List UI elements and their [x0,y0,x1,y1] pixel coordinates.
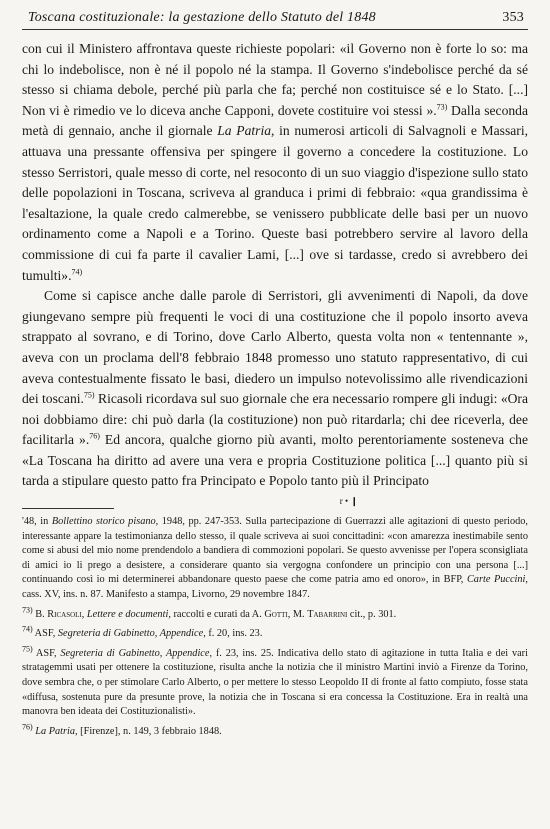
running-title: Toscana costituzionale: la gestazione dello Statuto del 1848 [28,10,376,25]
printer-marks: r • ❙ [339,496,358,507]
text-span: Come si capisce anche dalle parole di Serristori, gli avvenimenti di Napoli, da dove giungevano sempre più frequenti le voci di una costituzione che il popolo insorto aveva strappato al sovrano, e di Torino, dove Carlo Alberto, questa volta non « tentennante », aveva con un proclama dell'8 febbraio 1848 promesso uno statuto rappresentativo, di cui aveva contestualmente fissato le basi, diedero un impulso notevolissimo alle rivendicazioni dei toscani. [22,288,528,407]
text-span: , raccolti e curati da A. [168,608,265,620]
text-span: Dalla seconda metà di gennaio, anche il giornale [22,102,528,139]
footnote-divider [22,508,114,509]
text-span: '48, in [22,516,52,528]
text-span: Ricasoli ricordava sul suo giornale che era necessario rompere gli indugi: «Ora noi dobbiamo dire: chi può darla (la costituzione) non può ritardarla; chi dee riceverla, dee facilitarla ». [22,391,528,448]
text-span: , f. 20, ins. 23. [203,628,263,640]
footnote-ref-75[interactable]: 75) [83,390,95,400]
footnote-75 [22,644,528,720]
paragraph-1 [22,39,528,286]
main-text [22,39,528,492]
archive-title: Segreteria di Gabinetto, Appendice [57,628,204,640]
text-span: cit., p. 301. [347,608,397,620]
book-title: Lettere e documenti [86,608,169,620]
text-span: B. [32,608,48,620]
newspaper-title: La Patria [35,725,76,737]
footnote-76 [22,722,528,740]
footnote-ref-74[interactable]: 74) [71,267,83,276]
editor-name: Gotti [264,608,288,620]
text-span: , in numerosi articoli di Salvagnoli e Massari, attuava una pressante offensiva per spingere il governo a concedere la costituzione. Lo stesso Serristori, quale messo di corte, nel resoconto di un suo viaggio d'ispezione sullo stato delle popolazioni in Toscana, scriveva al granduca i primi di febbraio: «qua grandissima è l'esaltazione, la quale credo calmerebbe, se venissero pubblicate delle basi per un nuovo ordinamento come a Napoli e a Torino. Queste basi potrebbero servire al lavoro della commissione di cui fa parte il cavalier Lami, [...] ove si tardasse, credo si avrebbero dei tumulti». [22,123,528,283]
newspaper-title: La Patria [217,123,272,139]
text-span: ASF, [32,647,61,659]
page [22,6,528,824]
text-span: , M. [287,608,308,620]
running-header [22,6,528,30]
footnotes [22,515,528,739]
archive-title: Segreteria di Gabinetto, Appendice [60,647,210,659]
footnote-number: 74) [22,624,33,634]
footnote-number: 73) [22,605,33,615]
text-span: , [Firenze], n. 149, 3 febbraio 1848. [75,725,222,737]
page-number: 353 [502,10,524,25]
text-span: con cui il Ministero affrontava queste richieste popolari: «il Governo non è forte lo so: ma chi lo indebolisce, non è né il popolo né la stampa. Il Governo s'indebolisce perché da sé stesso si chiama debole, perché più parla che fa; perché non costituisce sé e lo Stato. [...] Non vi è rimedio ve lo diceva anche Capponi, dovete costituire voi stessi ». [22,41,528,118]
editor-name: Tabarrini [307,608,348,620]
footnote-number: 76) [22,722,33,732]
author-name: Ricasoli [47,608,82,620]
footnote-ref-76[interactable]: 76) [89,431,100,441]
footnote-number: 75) [22,644,33,654]
text-span: , f. 23, ins. 25. Indicativa dello stato di agitazione in tutta Italia e dei vari stratagemmi usati per ottenere la costituzione, risulta anche la notizia che il ministro Martini inviò a Firenze da Torino, dove sembra che, o per stimolare Carlo Alberto, o per mettere lo stesso Leopoldo II di fronte al fatto compiuto, fosse stata «diffusa, sostenuta pure da presunte prove, la notizia che in Toscana si era concessa la Costituzione. Era in realtà una manovra ben ideata dei Costituzionalisti». [22,647,528,718]
text-span: , cass. XV, ins. n. 87. Manifesto a stampa, Livorno, 29 novembre 1847. [22,574,528,601]
text-span: , [81,608,87,620]
footnote-ref-73[interactable]: 73) [436,102,448,112]
archive-title: Carte Puccini [466,574,526,586]
paragraph-2 [22,286,528,492]
footnote-73 [22,605,528,623]
text-span: , 1948, pp. 247-353. Sulla partecipazione di Guerrazzi alle agitazioni di questo periodo, interessante appare la testimonianza dello stesso, il quale scriveva ai suoi concittadini: «con amarezza inestimabile sento come si abusi del mio nome prendendolo a bandiera di commozioni popolari. Se questo avvenisse per l'opera sconsigliata di amici io li prego a desistere, a considerare quanto sia vergogna confondere un principio con una persona [...] continuando così io mi determinerei abbandonare questo paese che come patria amo ed onoro», in BFP, [22,516,529,586]
text-span: ASF, [32,628,58,640]
text-span: Ed ancora, qualche giorno più avanti, molto perentoriamente sosteneva che «La Toscana ha diritto ad avere una vera e propria Costituzione politica [...] quanto più si tarda a stipulare questo patto fra Principato e Popolo tanto più il Principato [22,432,528,489]
footnote-72-continued [22,515,528,603]
journal-title: Bollettino storico pisano [51,516,156,528]
footnote-74 [22,624,528,642]
